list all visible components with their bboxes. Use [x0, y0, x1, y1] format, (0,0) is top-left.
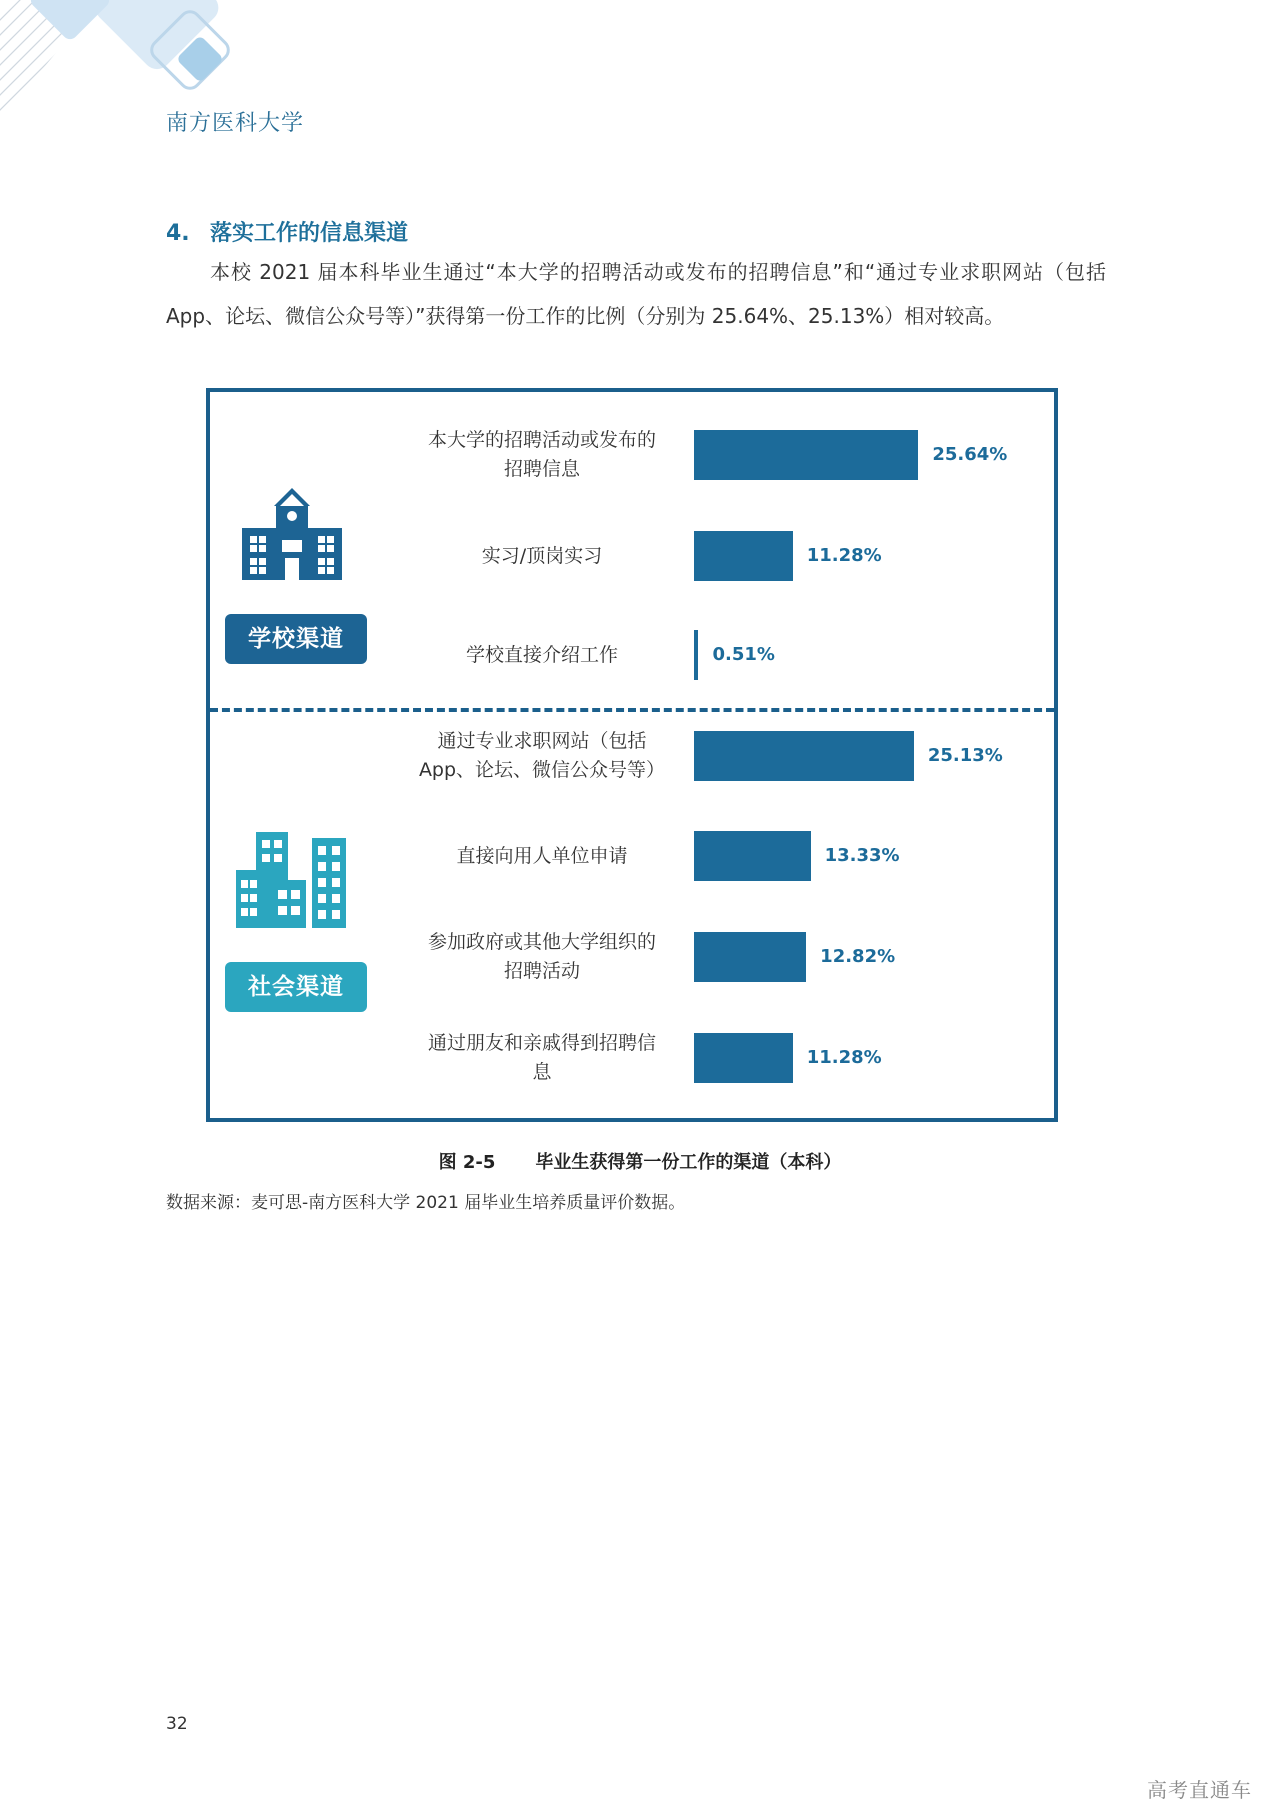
category-label-line: 通过专业求职网站（包括	[437, 730, 647, 752]
bar-value-label: 25.64%	[932, 444, 1008, 465]
social-channel-badge: 社会渠道	[225, 962, 367, 1012]
section-title	[166, 216, 408, 247]
category-label	[412, 1029, 672, 1087]
bar	[694, 630, 698, 680]
chart-group-divider	[210, 708, 1054, 712]
bar-value-label: 0.51%	[712, 644, 775, 665]
bar	[694, 1033, 793, 1083]
figure-title: 毕业生获得第一份工作的渠道（本科）	[535, 1152, 842, 1173]
category-label	[412, 928, 672, 986]
category-label-line: 招聘活动	[503, 960, 580, 982]
category-label-line: 息	[532, 1061, 552, 1083]
category-label	[412, 542, 672, 571]
bar-value-label: 11.28%	[806, 1047, 882, 1068]
figure-number: 图 2-5	[438, 1152, 496, 1173]
bar	[694, 831, 811, 881]
bar	[694, 932, 806, 982]
city-buildings-icon	[236, 832, 348, 928]
data-source-note: 数据来源：麦可思-南方医科大学 2021 届毕业生培养质量评价数据。	[166, 1193, 686, 1213]
paragraph-text: 本校 2021 届本科毕业生通过“本大学的招聘活动或发布的招聘信息”和“通过专业求职网站（包括 App、论坛、微信公众号等）”获得第一份工作的比例（分别为 25.64%、25.13%）相对较高。	[166, 260, 1106, 328]
category-label-line: 参加政府或其他大学组织的	[427, 931, 656, 953]
category-label	[412, 426, 672, 484]
category-label	[412, 727, 672, 785]
category-label-line: 通过朋友和亲戚得到招聘信	[427, 1032, 656, 1054]
bar	[694, 531, 793, 581]
school-name: 南方医科大学	[166, 111, 305, 136]
category-label-line: 学校直接介绍工作	[465, 643, 618, 666]
category-label	[412, 842, 672, 871]
bar	[694, 430, 918, 480]
category-label-line: 直接向用人单位申请	[456, 844, 628, 867]
section-title-text: 落实工作的信息渠道	[210, 221, 409, 246]
category-label-line: 招聘信息	[503, 458, 580, 480]
category-label	[412, 641, 672, 670]
bar	[694, 731, 914, 781]
watermark-text: 高考直通车	[1147, 1778, 1252, 1802]
category-label-line: 实习/顶岗实习	[481, 544, 603, 567]
bar-value-label: 11.28%	[806, 545, 882, 566]
bar-value-label: 13.33%	[824, 845, 900, 866]
page-number: 32	[166, 1714, 188, 1734]
bar-value-label: 25.13%	[927, 745, 1003, 766]
category-label-line: App、论坛、微信公众号等）	[418, 759, 666, 781]
school-building-icon	[242, 488, 342, 580]
section-number: 4.	[166, 221, 190, 246]
body-paragraph	[166, 250, 1106, 338]
school-channel-badge: 学校渠道	[225, 614, 367, 664]
category-label-line: 本大学的招聘活动或发布的	[427, 429, 656, 451]
bar-value-label: 12.82%	[820, 946, 896, 967]
figure-caption	[0, 1148, 1280, 1174]
